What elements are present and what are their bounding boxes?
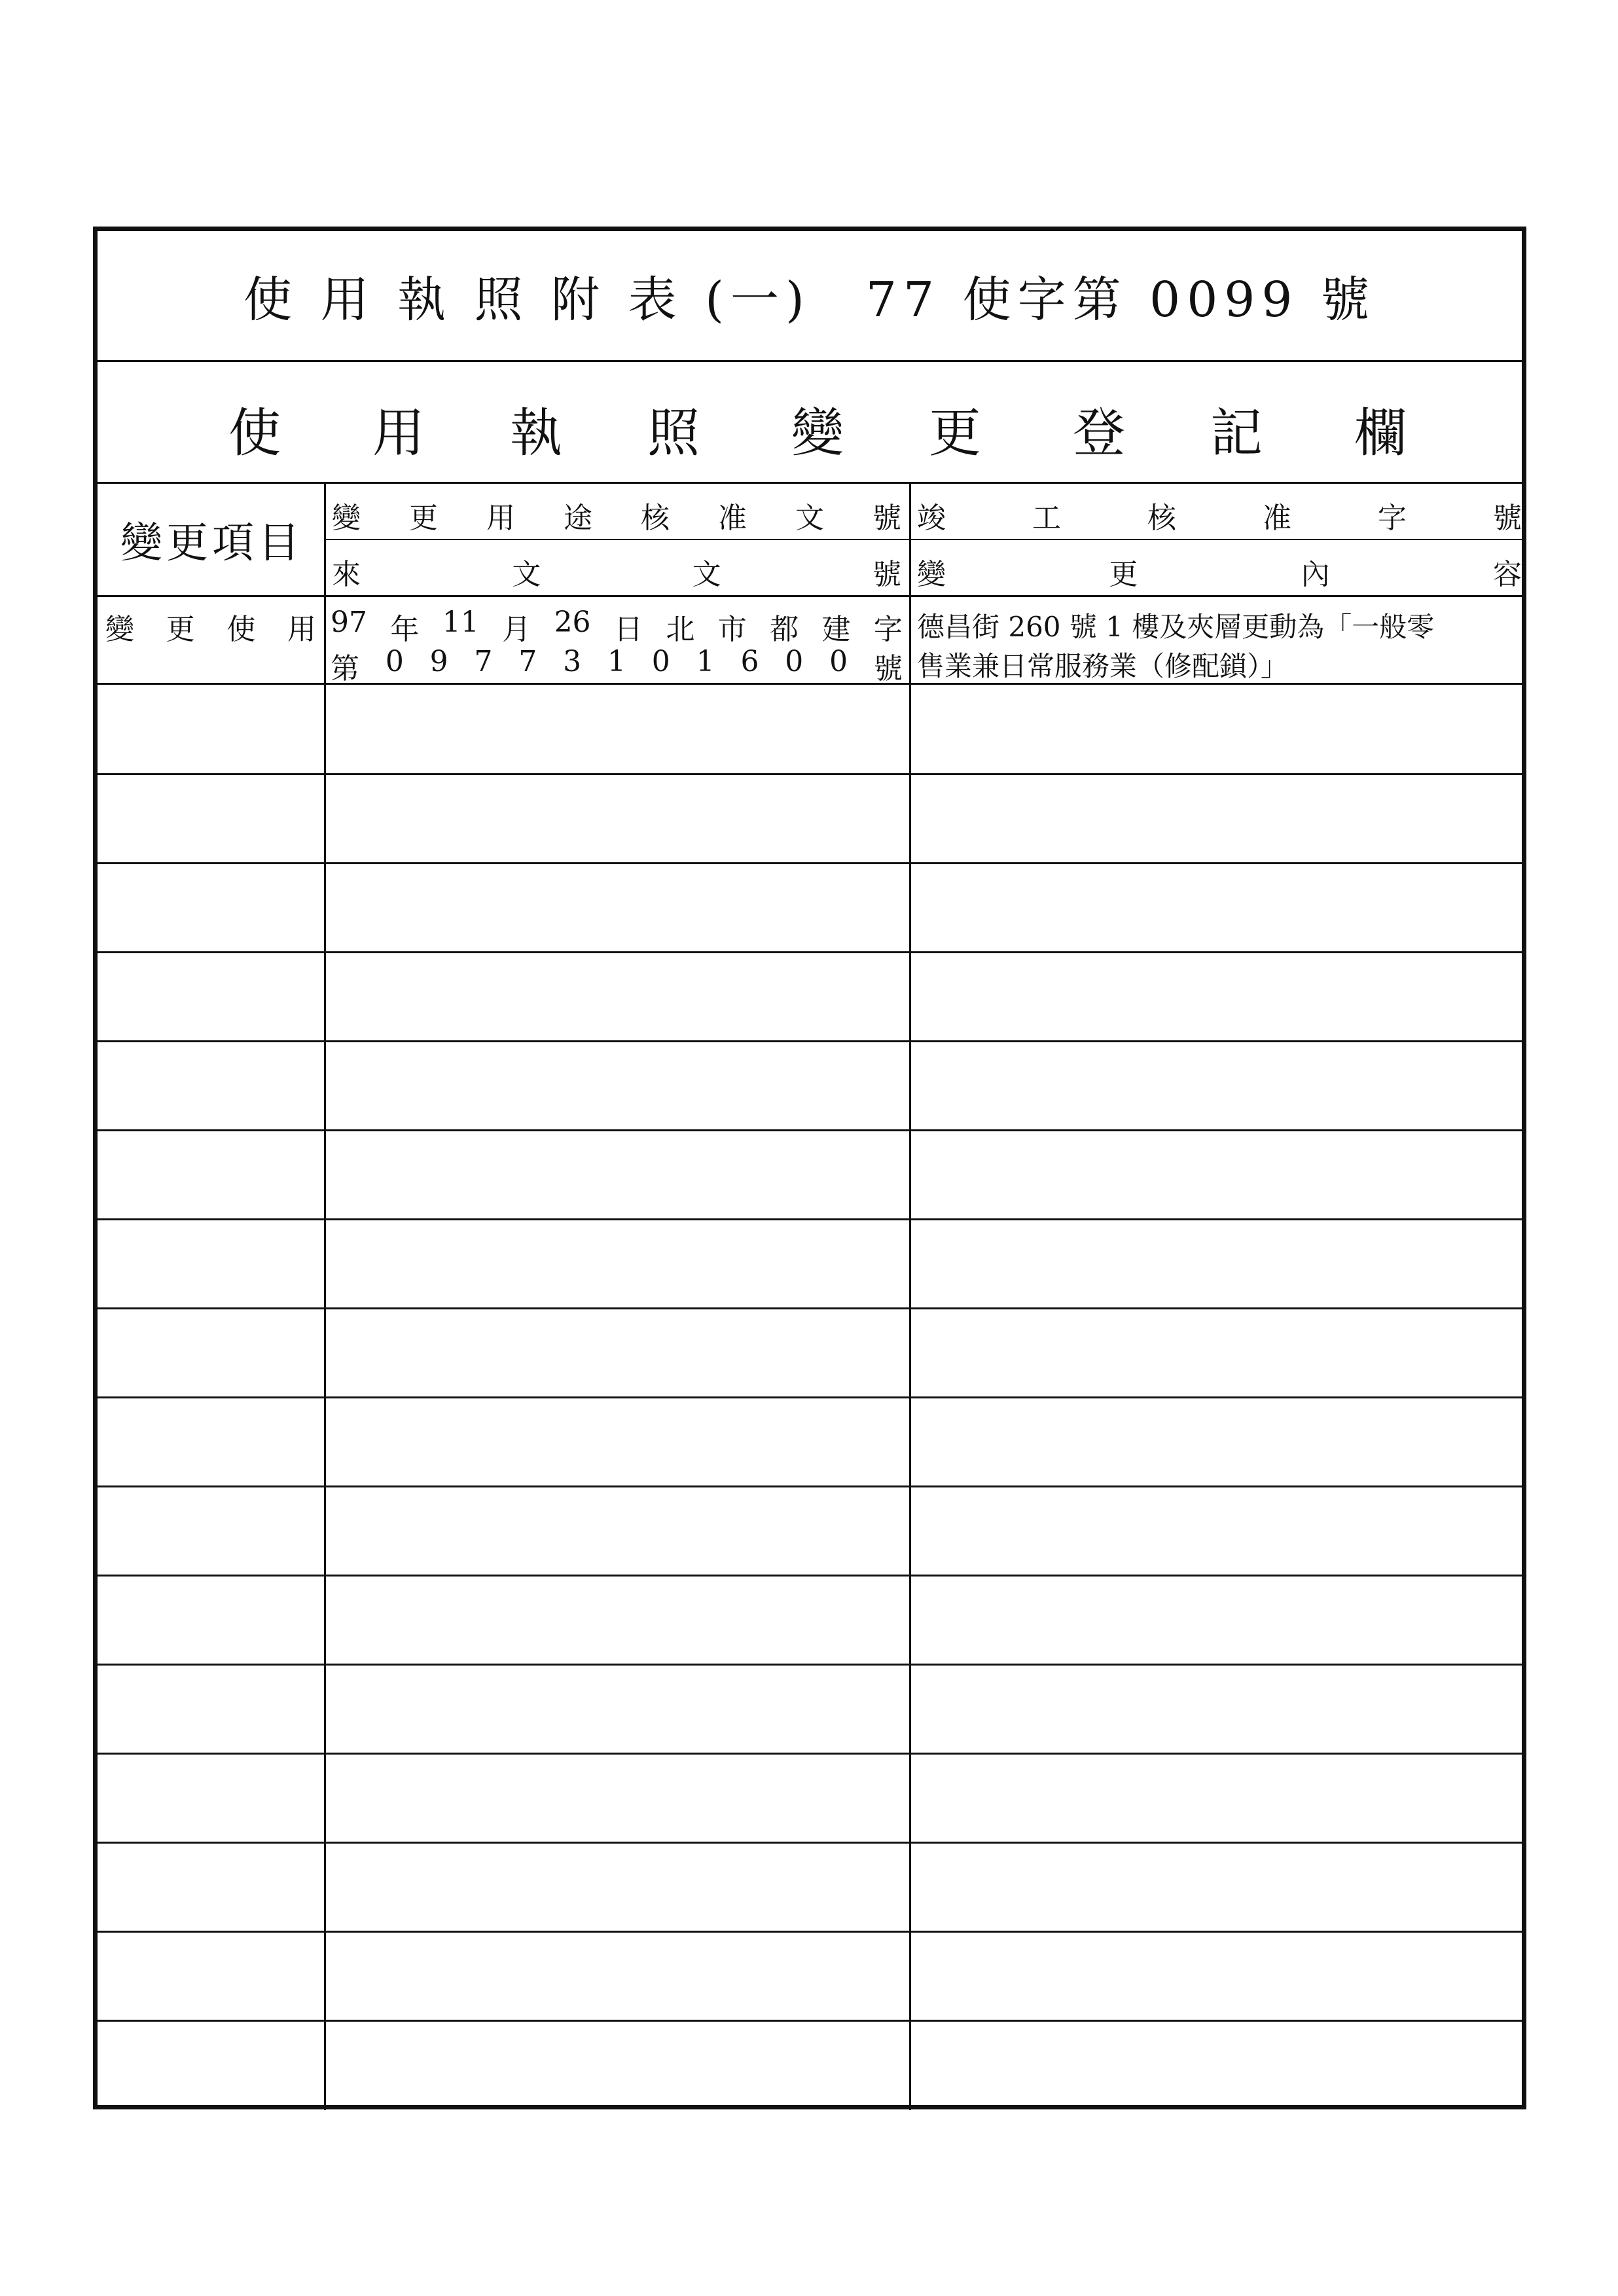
doc-token: 都 (770, 613, 799, 646)
doc-token: 0 (829, 645, 848, 678)
row-divider (98, 595, 1522, 597)
item-char: 變 (105, 613, 134, 646)
subtitle-char: 變 (791, 403, 844, 464)
header-char: 文 (795, 501, 824, 535)
doc-token: 1 (607, 645, 626, 678)
doc-token: 6 (740, 645, 759, 678)
item-char: 用 (287, 613, 316, 646)
subtitle-char: 使 (228, 403, 281, 464)
doc-token: 0 (385, 645, 404, 678)
subtitle-char: 欄 (1354, 403, 1407, 464)
doc-token: 北 (666, 613, 695, 646)
header-char: 工 (1032, 501, 1061, 535)
doc-token: 市 (717, 613, 747, 646)
row-content-line1: 德昌街 260 號 1 樓及夾層更動為「一般零 (917, 611, 1435, 643)
header-char: 准 (1263, 501, 1291, 535)
header-char: 容 (1492, 558, 1522, 591)
header-char: 變 (917, 558, 946, 591)
table-subtitle-row (98, 362, 1522, 484)
registration-table (93, 227, 1526, 2109)
subtitle-char: 記 (1210, 403, 1263, 464)
header-char: 字 (1378, 501, 1407, 535)
doc-token: 3 (563, 645, 582, 678)
row-divider (98, 1753, 1522, 1755)
row-doc-line1 (331, 606, 903, 647)
doc-token: 年 (390, 613, 420, 646)
header-incoming-doc (332, 551, 901, 592)
doc-token: 0 (651, 645, 670, 678)
doc-token: 7 (474, 645, 493, 678)
doc-token: 1 (696, 645, 715, 678)
doc-token: 7 (518, 645, 537, 678)
row-divider (98, 1040, 1522, 1042)
table-title-row (98, 231, 1522, 362)
row-divider (98, 1842, 1522, 1844)
column-divider (324, 484, 326, 2110)
header-char: 號 (872, 501, 901, 535)
subtitle-char: 照 (647, 403, 700, 464)
row-divider (98, 773, 1522, 775)
header-char: 文 (512, 558, 541, 591)
item-char: 使 (226, 613, 256, 646)
header-char: 變 (332, 501, 361, 535)
doc-token: 第 (331, 652, 359, 685)
row-item (105, 606, 316, 647)
header-char: 更 (409, 501, 438, 535)
doc-token: 97 (331, 606, 367, 639)
header-char: 號 (872, 558, 901, 591)
header-char: 核 (1147, 501, 1176, 535)
table-title: 使 用 執 照 附 表 (一) 77 使字第 0099 號 (243, 271, 1376, 328)
doc-token: 0 (785, 645, 804, 678)
header-doc-approval (332, 494, 901, 536)
header-char: 號 (1493, 501, 1522, 535)
header-char: 文 (692, 558, 721, 591)
doc-token: 號 (873, 652, 903, 685)
row-divider (98, 1485, 1522, 1487)
header-char: 內 (1301, 558, 1330, 591)
row-divider (98, 951, 1522, 953)
row-divider (98, 1307, 1522, 1309)
row-divider (98, 1931, 1522, 1933)
row-divider (98, 2020, 1522, 2022)
doc-token: 11 (442, 606, 479, 639)
header-char: 用 (486, 501, 515, 535)
column-divider (909, 484, 911, 2110)
item-char: 更 (166, 613, 195, 646)
doc-token: 9 (429, 645, 448, 678)
row-content-line2: 售業兼日常服務業（修配鎖）」 (917, 650, 1289, 682)
doc-token: 月 (502, 613, 531, 646)
header-char: 核 (641, 501, 670, 535)
header-char: 來 (332, 558, 361, 591)
row-doc-line2 (331, 645, 903, 687)
doc-token: 建 (821, 613, 851, 646)
header-completion-approval (917, 494, 1522, 536)
header-char: 途 (564, 501, 592, 535)
subtitle-char: 登 (1073, 403, 1125, 464)
subtitle-char: 執 (510, 403, 562, 464)
header-change-item: 變更項目 (120, 519, 304, 568)
header-sub-divider (326, 539, 1522, 540)
row-divider (98, 1396, 1522, 1398)
header-change-content (917, 551, 1522, 592)
header-char: 更 (1109, 558, 1138, 591)
row-divider (98, 1218, 1522, 1220)
header-char: 准 (718, 501, 747, 535)
row-divider (98, 1575, 1522, 1576)
row-divider (98, 1664, 1522, 1666)
doc-token: 日 (613, 613, 643, 646)
doc-token: 26 (554, 606, 591, 639)
doc-token: 字 (873, 613, 903, 646)
subtitle-char: 更 (929, 403, 981, 464)
row-divider (98, 862, 1522, 864)
row-divider (98, 1129, 1522, 1131)
header-char: 竣 (917, 501, 946, 535)
subtitle-char: 用 (372, 403, 425, 464)
